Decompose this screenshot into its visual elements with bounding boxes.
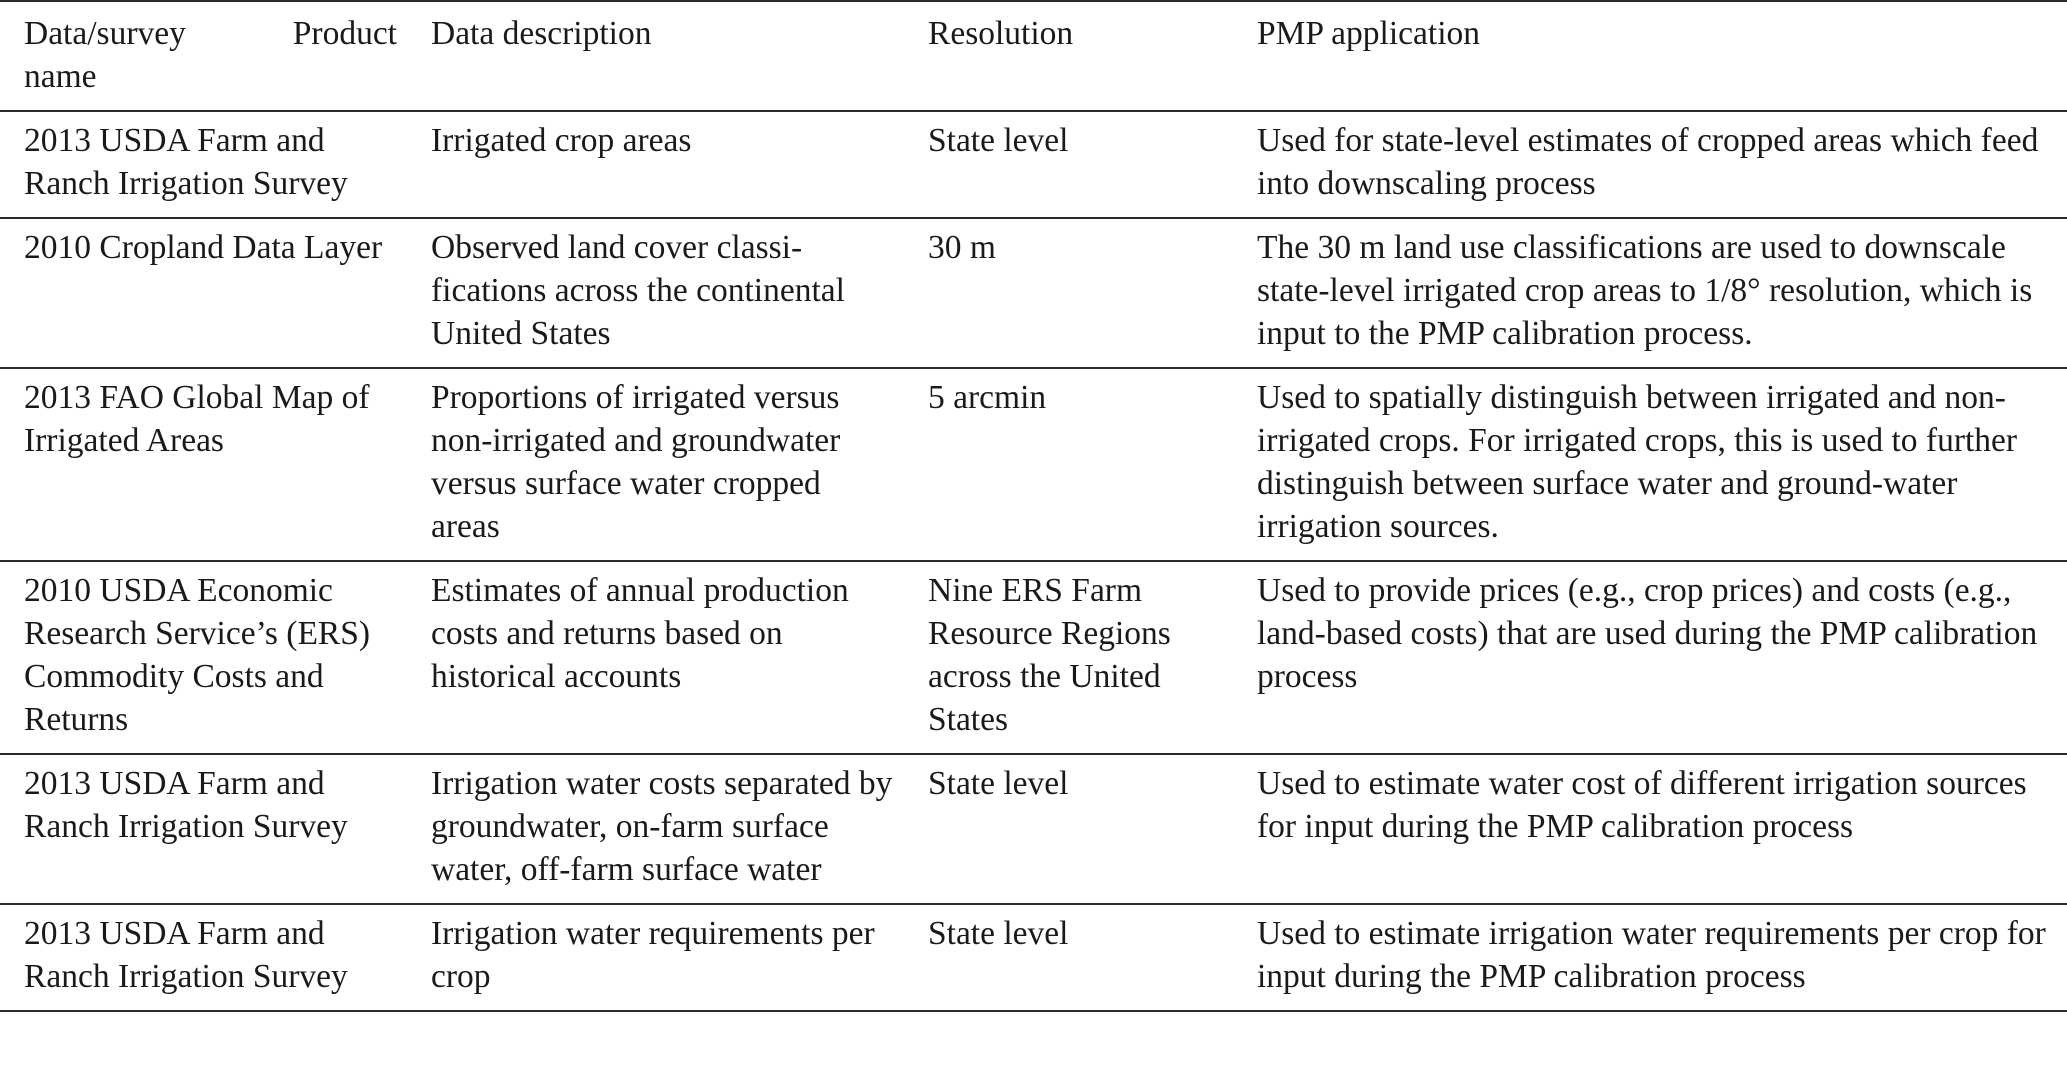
cell-application: Used to spatially distinguish between irrigated and non-irrigated crops. For irrigated crops, this is used to further distinguish between surface water and ground-water irrigation sources. [1233,368,2067,561]
cell-resolution: Nine ERS Farm Resource Regions across the United States [904,561,1233,754]
cell-application: The 30 m land use classifications are used to downscale state-level irrigated crop areas to 1/8° resolution, which is input to the PMP calibration process. [1233,218,2067,368]
table-body [0,111,2067,1011]
header-name: name [24,58,97,95]
cell-description: Proportions of irrigated versus non-irrigated and groundwater versus surface water cropped areas [407,368,904,561]
cell-application: Used to estimate water cost of different irrigation sources for input during the PMP calibration process [1233,754,2067,904]
header-product: Product [292,15,397,52]
cell-resolution: State level [904,904,1233,1011]
header-pmp-application: PMP application [1233,1,2067,111]
cell-description: Irrigation water costs separated by groundwater, on-farm surface water, off-farm surface water [407,754,904,904]
table-row [0,904,2067,1011]
cell-name: 2013 USDA Farm and Ranch Irrigation Survey [0,754,407,904]
table-row [0,218,2067,368]
cell-name: 2010 Cropland Data Layer [0,218,407,368]
cell-resolution: 5 arcmin [904,368,1233,561]
cell-application: Used for state-level estimates of cropped areas which feed into downscaling process [1233,111,2067,218]
cell-description: Observed land cover classi-fications across the continental United States [407,218,904,368]
cell-name: 2010 USDA Economic Research Service’s (ERS) Commodity Costs and Returns [0,561,407,754]
cell-description: Estimates of annual production costs and returns based on historical accounts [407,561,904,754]
cell-application: Used to estimate irrigation water requirements per crop for input during the PMP calibration process [1233,904,2067,1011]
cell-name: 2013 USDA Farm and Ranch Irrigation Survey [0,111,407,218]
cell-application: Used to provide prices (e.g., crop prices) and costs (e.g., land-based costs) that are used during the PMP calibration process [1233,561,2067,754]
header-resolution: Resolution [904,1,1233,111]
cell-description: Irrigated crop areas [407,111,904,218]
table-row [0,561,2067,754]
cell-name: 2013 USDA Farm and Ranch Irrigation Survey [0,904,407,1011]
header-data-description: Data description [407,1,904,111]
cell-description: Irrigation water requirements per crop [407,904,904,1011]
header-data-survey-product-name [0,1,407,111]
table-row [0,754,2067,904]
cell-name: 2013 FAO Global Map of Irrigated Areas [0,368,407,561]
header-row [0,1,2067,111]
table-row [0,111,2067,218]
table-row [0,368,2067,561]
header-data-survey: Data/survey [24,15,186,52]
cell-resolution: 30 m [904,218,1233,368]
cell-resolution: State level [904,111,1233,218]
cell-resolution: State level [904,754,1233,904]
table-header [0,1,2067,111]
